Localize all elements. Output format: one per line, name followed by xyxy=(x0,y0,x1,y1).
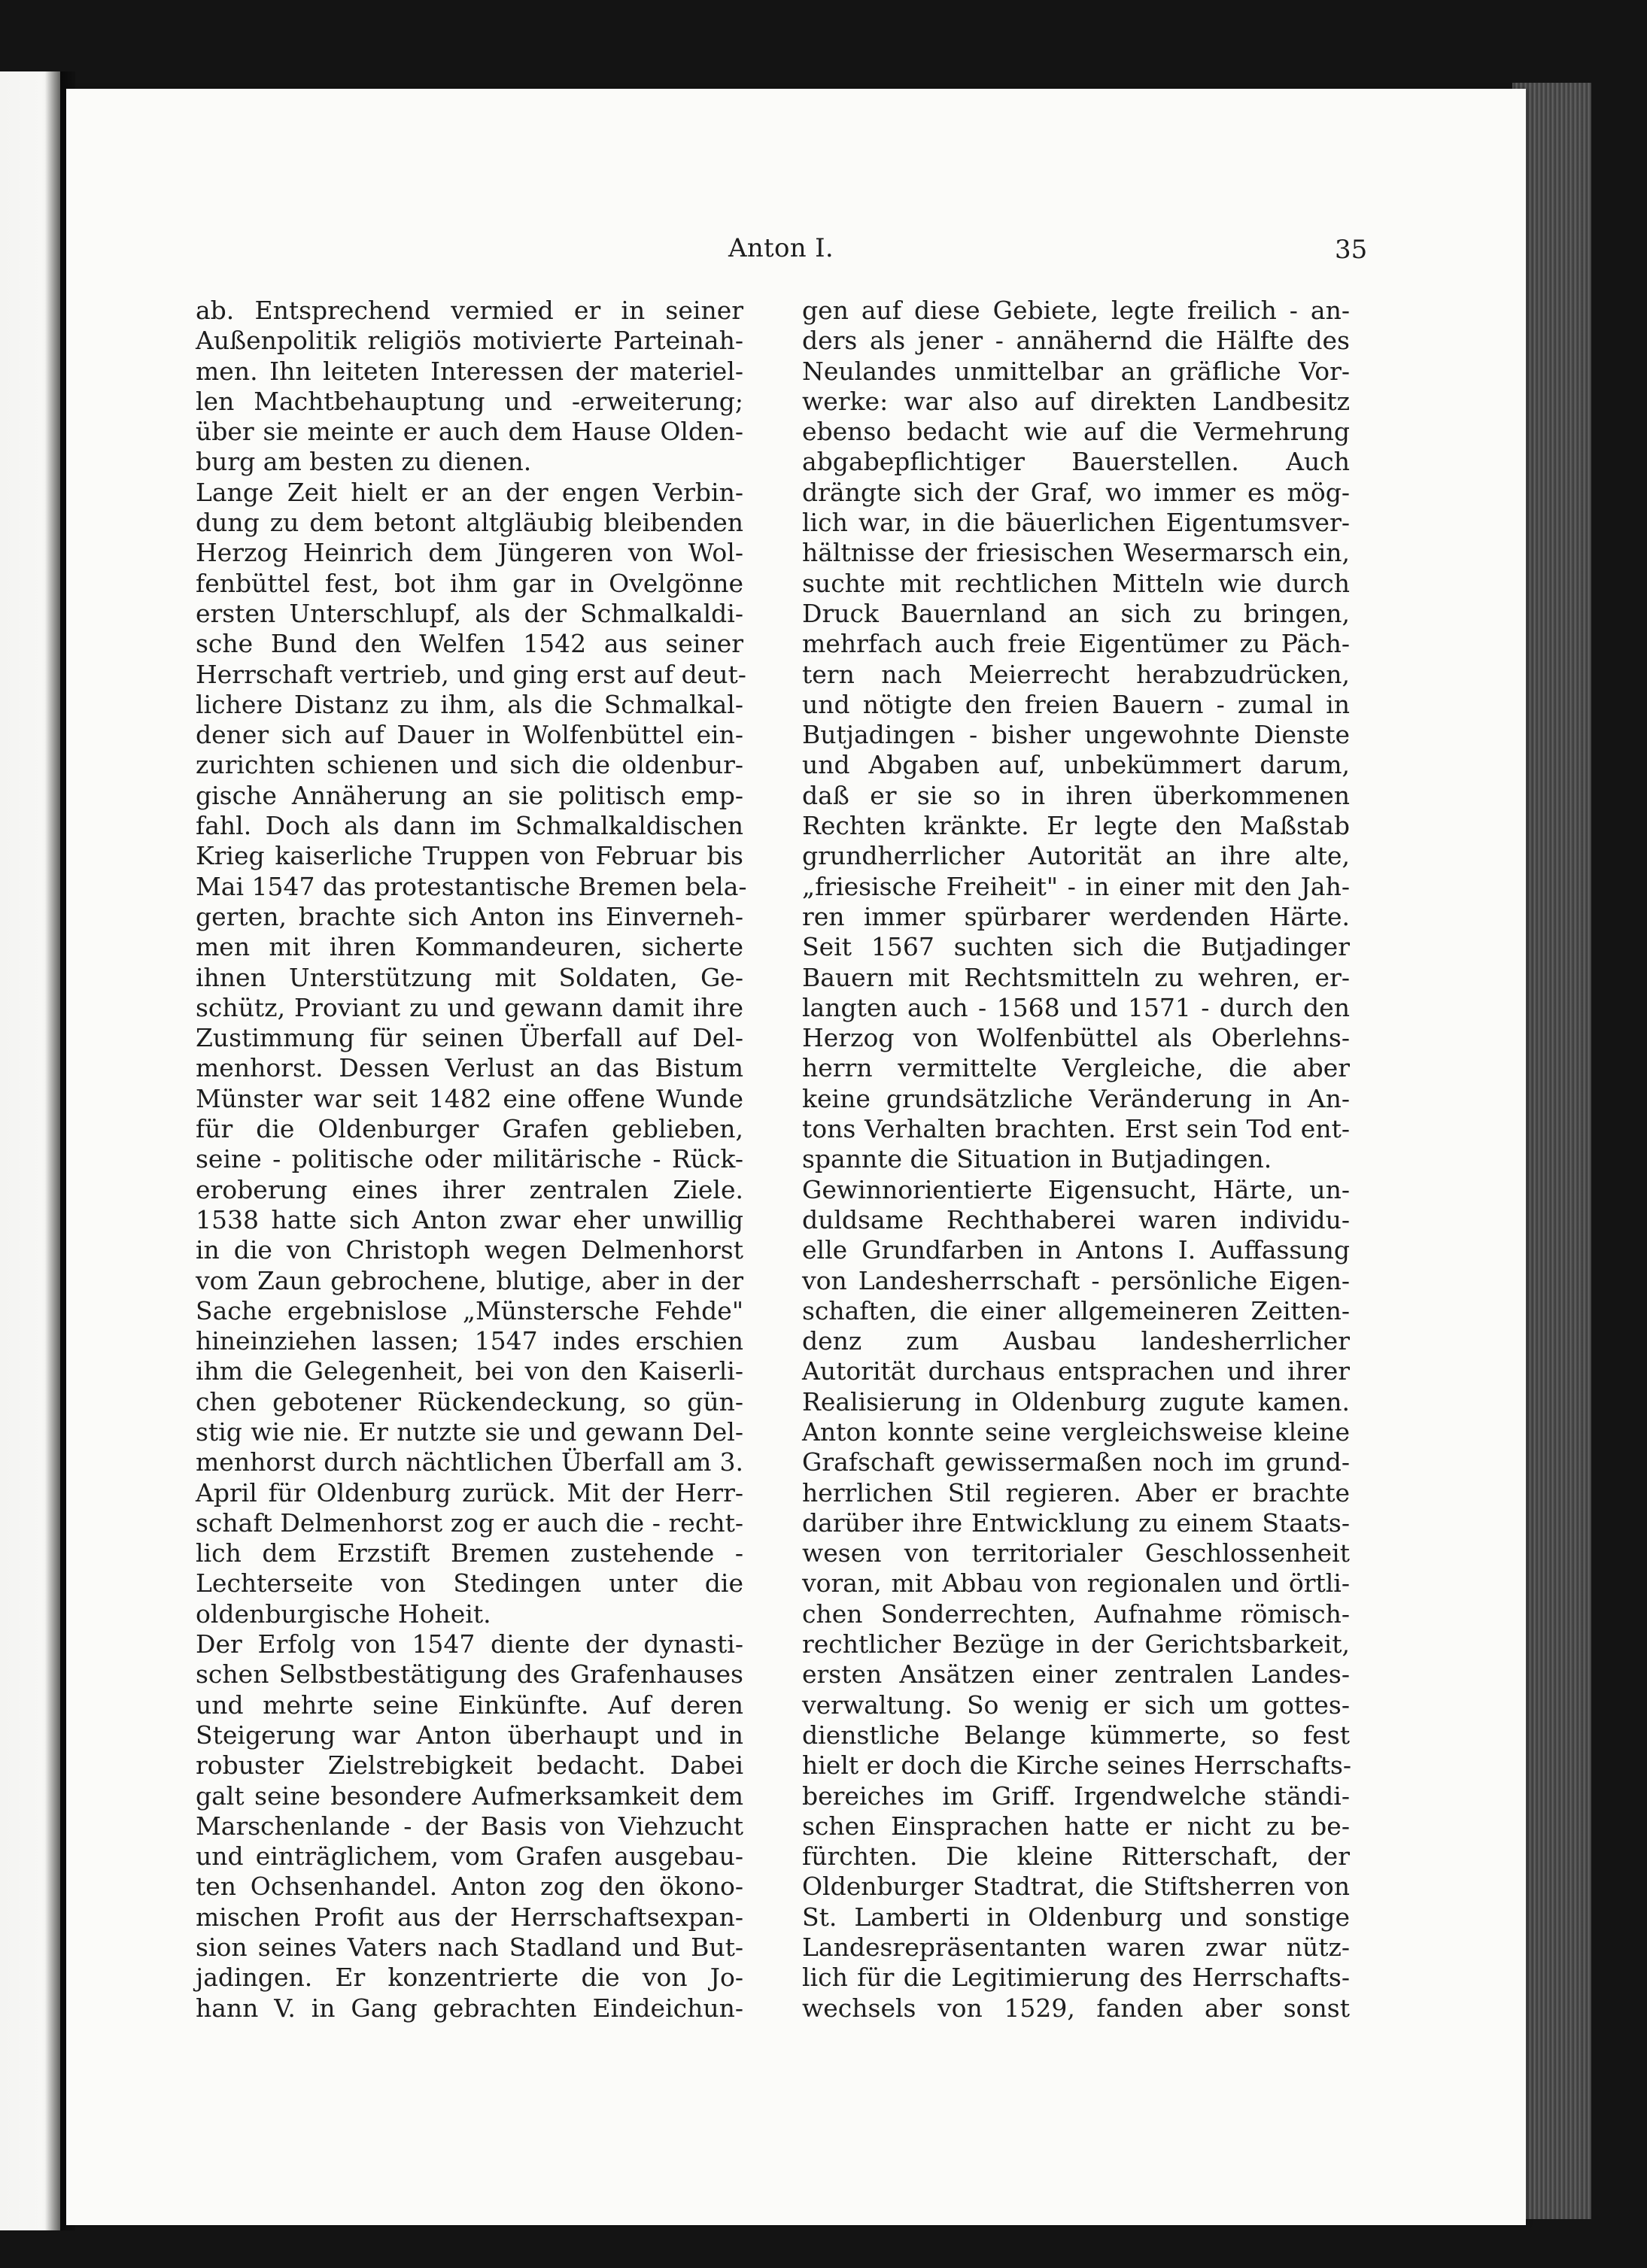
text-line: elle Grundfarben in Antons I. Auffassung xyxy=(802,1235,1350,1265)
text-line: Realisierung in Oldenburg zugute kamen. xyxy=(802,1386,1350,1416)
text-line: jadingen. Er konzentrierte die von Jo- xyxy=(196,1963,743,1993)
text-line: und einträglichem, vom Grafen ausgebau- xyxy=(196,1841,743,1872)
text-line: Gewinnorientierte Eigensucht, Härte, un- xyxy=(802,1174,1350,1204)
text-line: zurichten schienen und sich die oldenbur- xyxy=(196,750,743,780)
text-line: eroberung eines ihrer zentralen Ziele. xyxy=(196,1174,743,1204)
text-line: verwaltung. So wenig er sich um gottes- xyxy=(802,1690,1350,1720)
text-line: ihm die Gelegenheit, bei von den Kaiserli- xyxy=(196,1356,743,1386)
text-line: dener sich auf Dauer in Wolfenbüttel ein- xyxy=(196,720,743,750)
text-line: menhorst durch nächtlichen Überfall am 3. xyxy=(196,1447,743,1477)
text-line: schaften, die einer allgemeineren Zeitten- xyxy=(802,1295,1350,1325)
text-line: Krieg kaiserliche Truppen von Februar bis xyxy=(196,841,743,871)
text-line: ebenso bedacht wie auf die Vermehrung xyxy=(802,417,1350,447)
text-line: Herrschaft vertrieb, und ging erst auf deut- xyxy=(196,659,746,689)
text-line: denz zum Ausbau landesherrlicher xyxy=(802,1326,1350,1356)
text-line: ab. Entsprechend vermied er in seiner xyxy=(196,296,743,325)
text-line: men. Ihn leiteten Interessen der materiel- xyxy=(196,356,743,386)
text-line: menhorst. Dessen Verlust an das Bistum xyxy=(196,1053,743,1083)
text-line: Herzog Heinrich dem Jüngeren von Wol- xyxy=(196,538,743,568)
text-line: Zustimmung für seinen Überfall auf Del- xyxy=(196,1023,743,1053)
text-line: Lange Zeit hielt er an der engen Verbin- xyxy=(196,477,743,507)
text-line: duldsame Rechthaberei waren individu- xyxy=(802,1204,1350,1234)
text-line: rechtlicher Bezüge in der Gerichtsbarkeit, xyxy=(802,1629,1350,1659)
book-page xyxy=(66,89,1526,2225)
text-line: fenbüttel fest, bot ihm gar in Ovelgönne xyxy=(196,568,743,598)
text-line: Marschenlande - der Basis von Viehzucht xyxy=(196,1811,743,1841)
text-line: chen Sonderrechten, Aufnahme römisch- xyxy=(802,1599,1350,1629)
text-line: von Landesherrschaft - persönliche Eigen- xyxy=(802,1265,1350,1295)
text-line: über sie meinte er auch dem Hause Olden- xyxy=(196,417,743,447)
text-line: Grafschaft gewissermaßen noch im grund- xyxy=(802,1447,1350,1477)
text-line: dung zu dem betont altgläubig bleibenden xyxy=(196,508,743,538)
text-line: ihnen Unterstützung mit Soldaten, Ge- xyxy=(196,962,743,992)
running-title: Anton I. xyxy=(728,233,834,263)
text-line: mehrfach auch freie Eigentümer zu Päch- xyxy=(802,629,1350,659)
text-line: ren immer spürbarer werdenden Härte. xyxy=(802,901,1350,931)
text-line: und nötigte den freien Bauern - zumal in xyxy=(802,689,1350,719)
text-line: dienstliche Belange kümmerte, so fest xyxy=(802,1720,1350,1750)
text-line: lichere Distanz zu ihm, als die Schmalkal- xyxy=(196,689,743,719)
text-line: langten auch - 1568 und 1571 - durch den xyxy=(802,992,1350,1022)
text-line: tern nach Meierrecht herabzudrücken, xyxy=(802,659,1350,689)
text-line: mischen Profit aus der Herrschaftsexpan- xyxy=(196,1902,743,1932)
text-line: stig wie nie. Er nutzte sie und gewann Del- xyxy=(196,1416,743,1447)
text-line: Landesrepräsentanten waren zwar nütz- xyxy=(802,1933,1350,1963)
text-line: Druck Bauernland an sich zu bringen, xyxy=(802,598,1350,628)
text-line: hann V. in Gang gebrachten Eindeichun- xyxy=(196,1993,743,2023)
text-line: hielt er doch die Kirche seines Herrschafts- xyxy=(802,1750,1352,1781)
text-line: und mehrte seine Einkünfte. Auf deren xyxy=(196,1690,743,1720)
text-line: gische Annäherung an sie politisch emp- xyxy=(196,780,743,810)
text-line: Anton konnte seine vergleichsweise kleine xyxy=(802,1416,1350,1447)
text-line: schütz, Proviant zu und gewann damit ihre xyxy=(196,992,743,1022)
text-line: schen Einsprachen hatte er nicht zu be- xyxy=(802,1811,1350,1841)
text-column-right xyxy=(802,296,1350,2024)
text-line: Rechten kränkte. Er legte den Maßstab xyxy=(802,811,1350,841)
text-line: oldenburgische Hoheit. xyxy=(196,1599,491,1629)
text-line: Mai 1547 das protestantische Bremen bela- xyxy=(196,871,747,901)
text-line: ersten Ansätzen einer zentralen Landes- xyxy=(802,1659,1350,1690)
text-line: Neulandes unmittelbar an gräfliche Vor- xyxy=(802,356,1350,386)
text-line: wechsels von 1529, fanden aber sonst xyxy=(802,1993,1350,2023)
text-line: Außenpolitik religiös motivierte Parteinah- xyxy=(196,326,743,356)
text-line: drängte sich der Graf, wo immer es mög- xyxy=(802,477,1350,507)
text-line: daß er sie so in ihren überkommenen xyxy=(802,780,1350,810)
text-line: len Machtbehauptung und -erweiterung; xyxy=(196,386,743,416)
text-line: Butjadingen - bisher ungewohnte Dienste xyxy=(802,720,1350,750)
text-line: „friesische Freiheit" - in einer mit den Jah- xyxy=(802,871,1350,901)
text-line: ders als jener - annähernd die Hälfte des xyxy=(802,326,1350,356)
text-line: chen gebotener Rückendeckung, so gün- xyxy=(196,1386,743,1416)
text-line: abgabepflichtiger Bauerstellen. Auch xyxy=(802,447,1350,477)
text-line: ersten Unterschlupf, als der Schmalkaldi- xyxy=(196,598,743,628)
text-line: gerten, brachte sich Anton ins Einverneh- xyxy=(196,901,743,931)
text-line: spannte die Situation in Butjadingen. xyxy=(802,1144,1272,1174)
text-line: Sache ergebnislose „Münstersche Fehde" xyxy=(196,1295,743,1325)
text-line: ten Ochsenhandel. Anton zog den ökono- xyxy=(196,1872,743,1902)
text-line: suchte mit rechtlichen Mitteln wie durch xyxy=(802,568,1350,598)
text-line: Autorität durchaus entsprachen und ihrer xyxy=(802,1356,1350,1386)
text-line: gen auf diese Gebiete, legte freilich - an- xyxy=(802,296,1350,325)
text-line: lich für die Legitimierung des Herrschafts- xyxy=(802,1963,1350,1993)
text-line: grundherrlicher Autorität an ihre alte, xyxy=(802,841,1350,871)
text-line: keine grundsätzliche Veränderung in An- xyxy=(802,1083,1350,1113)
text-line: schaft Delmenhorst zog er auch die - recht- xyxy=(196,1507,743,1538)
text-line: Oldenburger Stadtrat, die Stiftsherren von xyxy=(802,1872,1350,1902)
text-line: April für Oldenburg zurück. Mit der Herr- xyxy=(196,1477,743,1507)
text-line: robuster Zielstrebigkeit bedacht. Dabei xyxy=(196,1750,743,1781)
text-line: Herzog von Wolfenbüttel als Oberlehns- xyxy=(802,1023,1350,1053)
text-line: lich war, in die bäuerlichen Eigentumsver- xyxy=(802,508,1350,538)
text-line: Lechterseite von Stedingen unter die xyxy=(196,1568,743,1599)
text-line: vom Zaun gebrochene, blutige, aber in der xyxy=(196,1265,743,1295)
text-line: St. Lamberti in Oldenburg und sonstige xyxy=(802,1902,1350,1932)
page-number: 35 xyxy=(1335,235,1368,265)
text-line: lich dem Erzstift Bremen zustehende - xyxy=(196,1538,743,1568)
text-line: seine - politische oder militärische - Rück- xyxy=(196,1144,743,1174)
text-line: Der Erfolg von 1547 diente der dynasti- xyxy=(196,1629,743,1659)
text-line: wesen von territorialer Geschlossenheit xyxy=(802,1538,1350,1568)
text-line: Bauern mit Rechtsmitteln zu wehren, er- xyxy=(802,962,1350,992)
text-line: hineinziehen lassen; 1547 indes erschien xyxy=(196,1326,743,1356)
text-line: bereiches im Griff. Irgendwelche ständi- xyxy=(802,1781,1350,1811)
text-line: fahl. Doch als dann im Schmalkaldischen xyxy=(196,811,743,841)
text-line: sion seines Vaters nach Stadland und But- xyxy=(196,1933,743,1963)
text-line: hältnisse der friesischen Wesermarsch ein, xyxy=(802,538,1350,568)
text-line: sche Bund den Welfen 1542 aus seiner xyxy=(196,629,743,659)
text-line: für die Oldenburger Grafen geblieben, xyxy=(196,1114,743,1144)
text-line: voran, mit Abbau von regionalen und örtli- xyxy=(802,1568,1350,1599)
text-line: herrn vermittelte Vergleiche, die aber xyxy=(802,1053,1350,1083)
text-line: in die von Christoph wegen Delmenhorst xyxy=(196,1235,743,1265)
text-line: Münster war seit 1482 eine offene Wunde xyxy=(196,1083,743,1113)
text-line: Seit 1567 suchten sich die Butjadinger xyxy=(802,932,1350,962)
text-line: 1538 hatte sich Anton zwar eher unwillig xyxy=(196,1204,743,1234)
text-line: darüber ihre Entwicklung zu einem Staats- xyxy=(802,1507,1350,1538)
text-line: schen Selbstbestätigung des Grafenhauses xyxy=(196,1659,743,1690)
text-line: tons Verhalten brachten. Erst sein Tod ent- xyxy=(802,1114,1350,1144)
text-line: und Abgaben auf, unbekümmert darum, xyxy=(802,750,1350,780)
text-column-left xyxy=(196,296,747,2024)
text-line: men mit ihren Kommandeuren, sicherte xyxy=(196,932,743,962)
text-line: Steigerung war Anton überhaupt und in xyxy=(196,1720,743,1750)
text-line: burg am besten zu dienen. xyxy=(196,447,532,477)
text-line: herrlichen Stil regieren. Aber er brachte xyxy=(802,1477,1350,1507)
text-line: werke: war also auf direkten Landbesitz xyxy=(802,386,1350,416)
text-line: galt seine besondere Aufmerksamkeit dem xyxy=(196,1781,743,1811)
text-line: fürchten. Die kleine Ritterschaft, der xyxy=(802,1841,1350,1872)
